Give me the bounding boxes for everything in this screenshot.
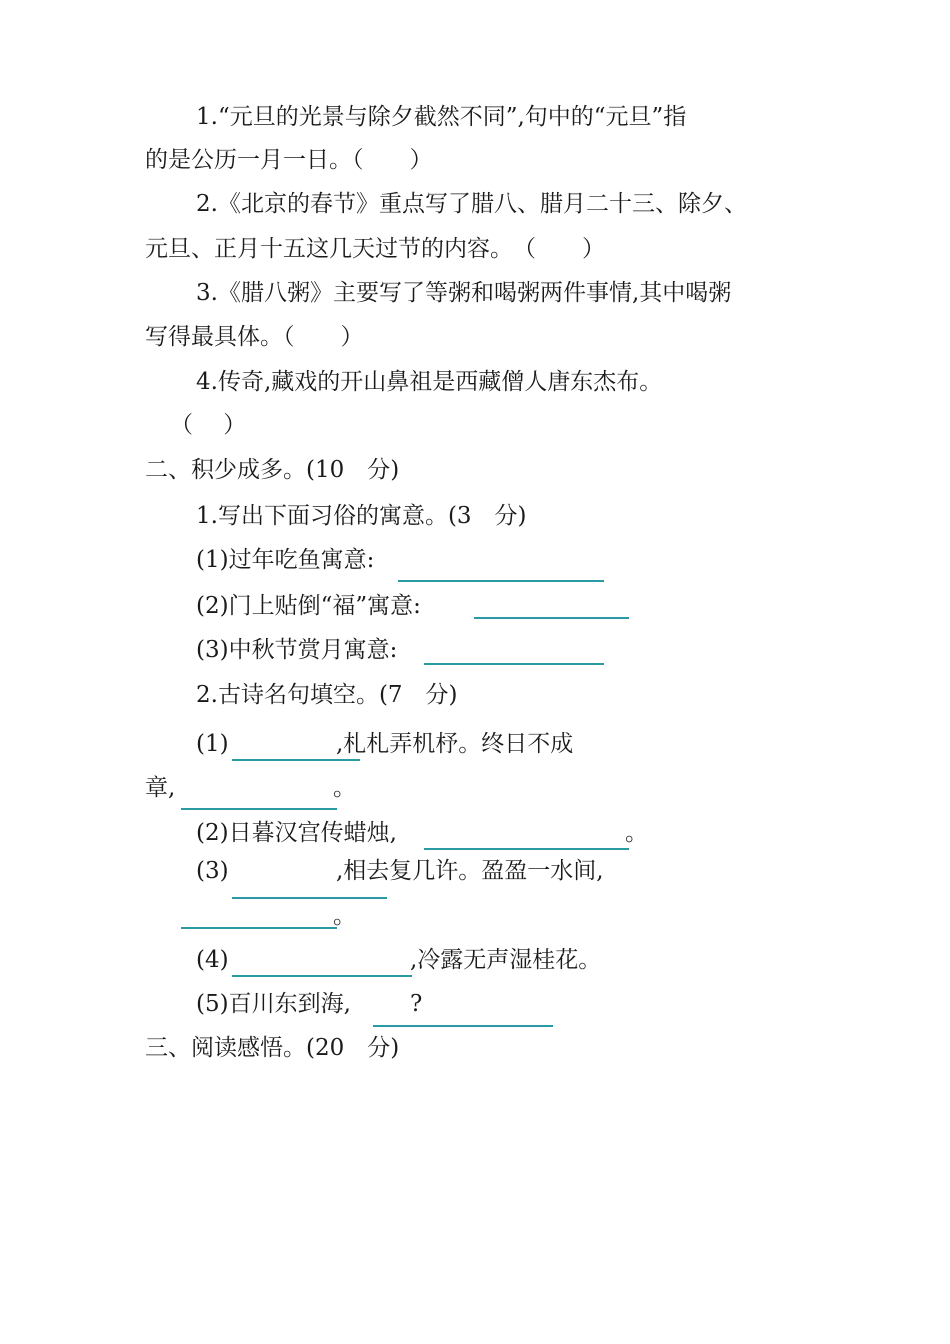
- sub1-heading: 1.写出下面习俗的寓意。(3 分): [196, 503, 527, 529]
- answer-line-item3[interactable]: [424, 663, 604, 665]
- poem4-text: ,冷露无声湿桂花。: [410, 947, 602, 973]
- q4-line1: 4.传奇,藏戏的开山鼻祖是西藏僧人唐东杰布。: [196, 369, 663, 395]
- poem4-prefix: (4): [196, 947, 229, 973]
- q2-line2: 元旦、正月十五这几天过节的内容。 （ ）: [145, 236, 605, 262]
- answer-line-poem4[interactable]: [232, 975, 412, 977]
- answer-line-poem5[interactable]: [373, 1025, 553, 1027]
- poem3-end: 。: [333, 903, 356, 929]
- q1-line1: 1.“元旦的光景与除夕截然不同”,句中的“元旦”指: [196, 104, 687, 130]
- q1-line2: 的是公历一月一日。（ ）: [145, 147, 433, 173]
- poem5-end: ?: [410, 991, 423, 1017]
- poem2-text: (2)日暮汉宫传蜡烛,: [196, 820, 397, 846]
- answer-line-item1[interactable]: [398, 580, 604, 582]
- poem1-end: 。: [333, 775, 356, 801]
- sub2-heading: 2.古诗名句填空。(7 分): [196, 682, 458, 708]
- section2-heading: 二、积少成多。(10 分): [145, 457, 400, 483]
- answer-line-poem2[interactable]: [424, 848, 629, 850]
- section3-heading: 三、阅读感悟。(20 分): [145, 1035, 400, 1061]
- answer-line-item2[interactable]: [474, 617, 629, 619]
- poem1-continuation: 章,: [145, 775, 176, 801]
- custom-item1: (1)过年吃鱼寓意:: [196, 547, 375, 573]
- custom-item3: (3)中秋节赏月寓意:: [196, 637, 398, 663]
- poem2-end: 。: [625, 820, 648, 846]
- poem3-text: ,相去复几许。盈盈一水间,: [336, 858, 604, 884]
- answer-line-poem1b[interactable]: [181, 808, 337, 810]
- poem3-prefix: (3): [196, 858, 229, 884]
- poem1-text: ,札札弄机杼。终日不成: [336, 731, 574, 757]
- q3-line1: 3.《腊八粥》主要写了等粥和喝粥两件事情,其中喝粥: [196, 280, 732, 306]
- answer-line-poem3b[interactable]: [181, 927, 337, 929]
- custom-item2: (2)门上贴倒“福”寓意:: [196, 593, 421, 619]
- q3-line2: 写得最具体。（ ）: [145, 324, 364, 350]
- q4-line2: （ ）: [170, 412, 247, 438]
- poem1-prefix: (1): [196, 731, 229, 757]
- answer-line-poem1a[interactable]: [232, 759, 360, 761]
- q2-line1: 2.《北京的春节》重点写了腊八、腊月二十三、除夕、: [196, 191, 747, 217]
- answer-line-poem3a[interactable]: [232, 897, 387, 899]
- poem5-text: (5)百川东到海,: [196, 991, 351, 1017]
